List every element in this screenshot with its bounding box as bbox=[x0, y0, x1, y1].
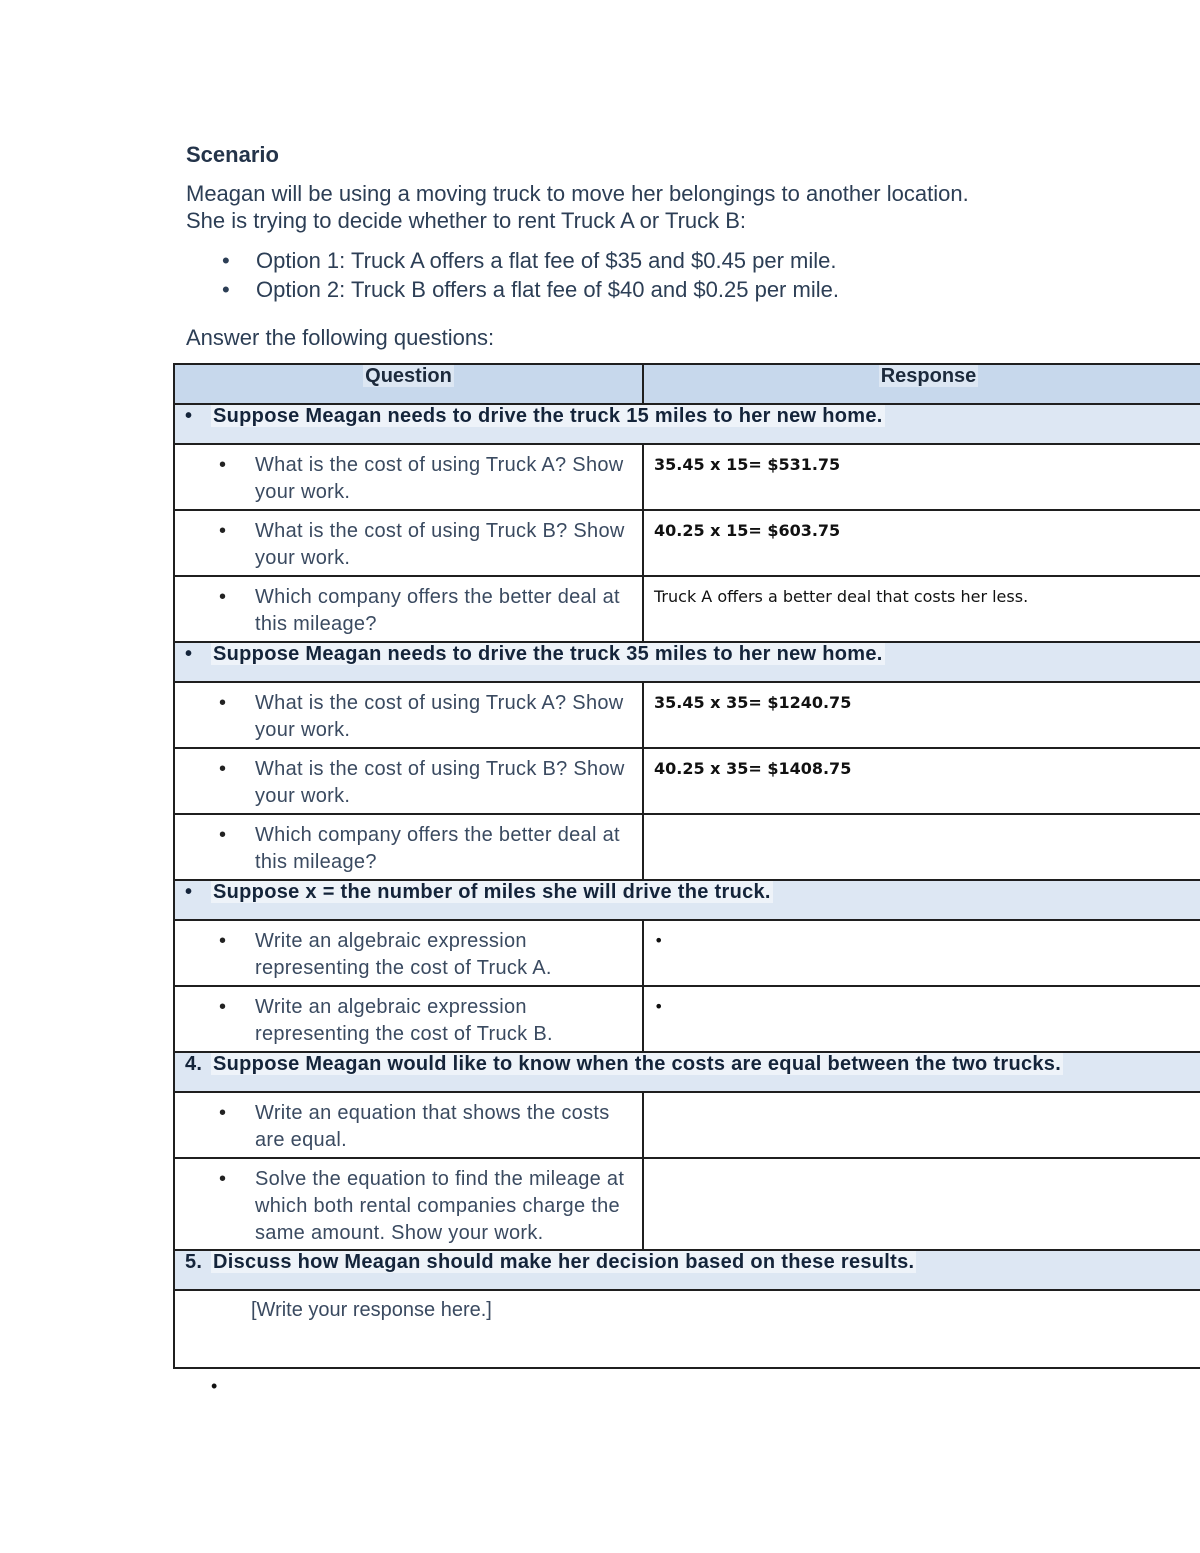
bullet-icon: • bbox=[219, 758, 227, 780]
response-cell[interactable] bbox=[644, 815, 1200, 823]
question-text: Solve the equation to find the mileage at which both rental companies charge the same amount. Show your work. bbox=[255, 1168, 625, 1244]
section-row bbox=[174, 880, 1200, 920]
section-title: Suppose Meagan would like to know when the costs are equal between the two trucks. bbox=[213, 1053, 1062, 1075]
bullet-icon: • bbox=[219, 1168, 227, 1190]
bullet-icon: • bbox=[219, 930, 227, 952]
option-text: Option 1: Truck A offers a flat fee of $35 and $0.45 per mile. bbox=[256, 248, 837, 273]
question-text: Write an equation that shows the costs are equal. bbox=[255, 1102, 610, 1151]
response-cell[interactable] bbox=[644, 1159, 1200, 1167]
option-item bbox=[222, 275, 839, 304]
question-text: Which company offers the better deal at this mileage? bbox=[255, 586, 620, 635]
table-row bbox=[174, 444, 1200, 510]
section-marker: • bbox=[185, 405, 193, 427]
table-row bbox=[174, 986, 1200, 1052]
table-row bbox=[174, 576, 1200, 642]
question-text: Which company offers the better deal at this mileage? bbox=[255, 824, 620, 873]
bullet-icon: • bbox=[219, 824, 227, 846]
section-title: Discuss how Meagan should make her decision based on these results. bbox=[213, 1251, 915, 1273]
table-row bbox=[174, 748, 1200, 814]
table-header-row bbox=[174, 364, 1200, 404]
response-cell[interactable]: 35.45 x 35= $1240.75 bbox=[654, 693, 852, 712]
table-row bbox=[174, 920, 1200, 986]
question-column-header: Question bbox=[174, 364, 643, 404]
bullet-icon: • bbox=[219, 996, 227, 1018]
question-table bbox=[173, 363, 1200, 1369]
question-text: What is the cost of using Truck B? Show your work. bbox=[255, 520, 625, 569]
section-marker: 4. bbox=[185, 1053, 203, 1075]
response-cell[interactable]: 40.25 x 15= $603.75 bbox=[654, 521, 841, 540]
response-column-header: Response bbox=[643, 364, 1200, 404]
bullet-icon: • bbox=[211, 1376, 218, 1396]
bullet-icon: • bbox=[219, 586, 227, 608]
table-row bbox=[174, 1092, 1200, 1158]
section-row bbox=[174, 1250, 1200, 1290]
option-item bbox=[222, 246, 839, 275]
table-row bbox=[174, 682, 1200, 748]
bullet-icon: • bbox=[222, 248, 230, 273]
scenario-text: Meagan will be using a moving truck to move her belongings to another location. She is trying to decide whether to rent Truck A or Truck B: bbox=[186, 181, 969, 233]
response-cell[interactable] bbox=[644, 1093, 1200, 1101]
section-title: Suppose Meagan needs to drive the truck 15 miles to her new home. bbox=[213, 405, 883, 427]
bullet-icon: • bbox=[219, 1102, 227, 1124]
section-marker: • bbox=[185, 881, 193, 903]
section-title: Suppose x = the number of miles she will drive the truck. bbox=[213, 881, 771, 903]
section-row bbox=[174, 404, 1200, 444]
section-row bbox=[174, 1052, 1200, 1092]
bullet-icon: • bbox=[219, 692, 227, 714]
bullet-icon: • bbox=[219, 454, 227, 476]
response-cell[interactable]: • bbox=[654, 997, 664, 1016]
instruction-text: Answer the following questions: bbox=[186, 325, 495, 350]
bullet-icon: • bbox=[222, 277, 230, 302]
question-text: Write an algebraic expression representing the cost of Truck A. bbox=[255, 930, 552, 979]
section-marker: 5. bbox=[185, 1251, 203, 1273]
table-row bbox=[174, 510, 1200, 576]
options-list bbox=[222, 246, 839, 304]
response-cell[interactable]: Truck A offers a better deal that costs her less. bbox=[654, 587, 1029, 606]
question-text: Write an algebraic expression representing the cost of Truck B. bbox=[255, 996, 553, 1045]
section-marker: • bbox=[185, 643, 193, 665]
table-row bbox=[174, 814, 1200, 880]
response-cell[interactable]: • bbox=[654, 931, 664, 950]
option-text: Option 2: Truck B offers a flat fee of $40 and $0.25 per mile. bbox=[256, 277, 839, 302]
table-row bbox=[174, 1290, 1200, 1368]
response-cell[interactable]: 35.45 x 15= $531.75 bbox=[654, 455, 841, 474]
response-cell[interactable]: 40.25 x 35= $1408.75 bbox=[654, 759, 852, 778]
question-text: What is the cost of using Truck A? Show your work. bbox=[255, 692, 624, 741]
question-text: What is the cost of using Truck A? Show your work. bbox=[255, 454, 624, 503]
section-title: Suppose Meagan needs to drive the truck 35 miles to her new home. bbox=[213, 643, 883, 665]
question-text: What is the cost of using Truck B? Show your work. bbox=[255, 758, 625, 807]
bullet-icon: • bbox=[219, 520, 227, 542]
section-row bbox=[174, 642, 1200, 682]
scenario-heading: Scenario bbox=[186, 142, 279, 167]
final-response-field[interactable]: [Write your response here.] bbox=[251, 1299, 492, 1321]
table-row bbox=[174, 1158, 1200, 1250]
